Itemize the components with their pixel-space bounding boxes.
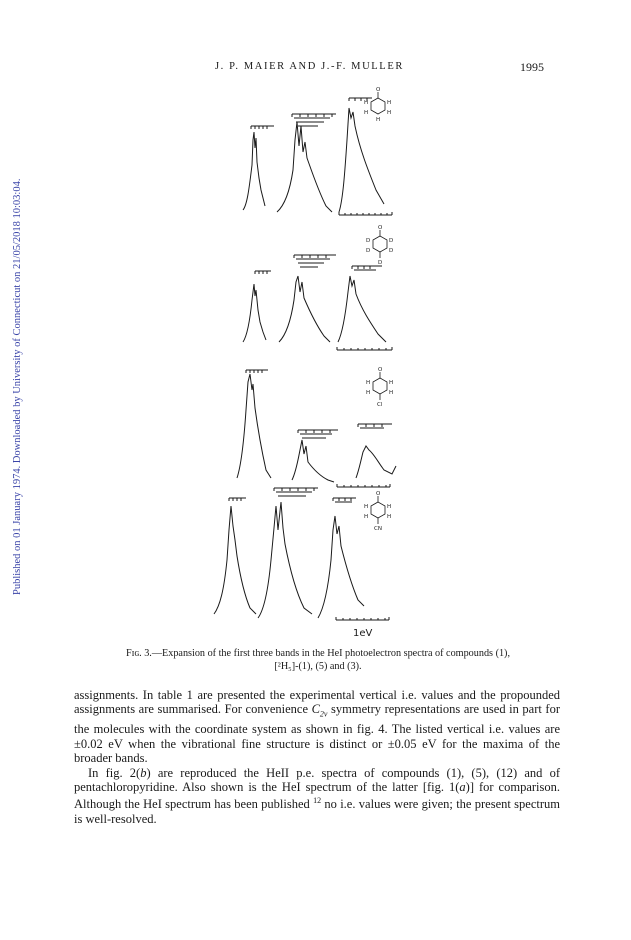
spectrum-4b bbox=[258, 502, 312, 618]
tick-bar-2c bbox=[352, 266, 382, 270]
spectrum-4c bbox=[318, 516, 364, 618]
mol3-cl: Cl bbox=[377, 402, 383, 408]
figure-3 bbox=[200, 80, 440, 645]
scale-bar-4 bbox=[336, 617, 389, 620]
p1-text-a: assignments. In table 1 are presented the experimental vertical i.e. values and the propounded assignments are summarised. For convenience bbox=[74, 688, 560, 717]
tick-bars-2b bbox=[294, 255, 336, 267]
mol4-cn: CN bbox=[374, 526, 382, 532]
spectrum-1a bbox=[243, 132, 265, 210]
row-4-spectra bbox=[214, 488, 392, 620]
scale-bar-2 bbox=[337, 347, 392, 350]
paragraph-assignments bbox=[74, 688, 560, 766]
page-number: 1995 bbox=[520, 60, 544, 74]
mol1-h-lr: H bbox=[387, 110, 392, 116]
spectrum-3c bbox=[356, 446, 396, 478]
mol3-h-lr: H bbox=[389, 390, 394, 396]
tick-bar-3c bbox=[358, 424, 392, 428]
figure-caption bbox=[80, 648, 556, 673]
p1-symmetry-subscript: 2v bbox=[319, 709, 328, 719]
photoelectron-spectra-figure bbox=[200, 80, 440, 645]
mol4-o: O bbox=[376, 491, 381, 497]
mol4-h-lr: H bbox=[387, 514, 392, 520]
tick-bar-4c bbox=[333, 498, 356, 502]
mol1-o: O bbox=[376, 87, 381, 93]
row-3-spectra bbox=[237, 370, 396, 487]
mol2-d-ul: D bbox=[366, 238, 371, 244]
mol2-d-ur: D bbox=[389, 238, 394, 244]
tick-bar-4a bbox=[229, 498, 246, 501]
mol4-h-ul: H bbox=[364, 504, 369, 510]
spectrum-3b bbox=[292, 440, 334, 482]
running-head-authors: J. P. MAIER AND J.-F. MULLER bbox=[215, 61, 404, 72]
caption-line-1: Fɪɢ. 3.—Expansion of the first three bands in the HeI photoelectron spectra of compounds (1), bbox=[125, 648, 510, 659]
p1-symmetry-symbol: C bbox=[311, 702, 320, 717]
row-1-spectra bbox=[243, 98, 392, 215]
row-2-spectra bbox=[243, 255, 392, 350]
mol3-o: O bbox=[378, 367, 383, 373]
mol1-h-ll: H bbox=[364, 110, 369, 116]
publication-note-text: Published on 01 January 1974. Downloaded by University of Connecticut on 21/05/2018 10:03:04. bbox=[12, 178, 23, 595]
p2-text-c: ) are reproduced the HeII p.e. spectra of compounds (1), (5), (12) and of pentachloropyridine. Also shown is the HeI spectrum of the latter [fig. 1( bbox=[74, 765, 560, 794]
p1-text-b: symmetry representations are used in part for the molecules with the coordinate system as shown in fig. 4. The listed vertical i.e. values are ±0.02 eV when the vibrational fine structure is distinct or ±0.05 eV for the maxima of the broader bands. bbox=[74, 702, 560, 766]
mol1-h-ul: H bbox=[364, 100, 369, 106]
p2-text-f: no i.e. values were given; the present spectrum is well-resolved. bbox=[74, 797, 560, 826]
tick-bar-1a bbox=[251, 126, 274, 129]
mol4-h-ur: H bbox=[387, 504, 392, 510]
spectrum-2b bbox=[279, 276, 330, 342]
page-header bbox=[0, 61, 631, 77]
spectrum-2a bbox=[243, 284, 266, 342]
pyridine-n-oxide-structure-2 bbox=[366, 225, 393, 266]
spectrum-4a bbox=[214, 506, 256, 614]
mol1-h-ur: H bbox=[387, 100, 392, 106]
scale-bar-3 bbox=[337, 484, 390, 487]
mol2-o: O bbox=[378, 225, 383, 231]
tick-bar-3a bbox=[246, 370, 268, 373]
mol4-h-ll: H bbox=[364, 514, 369, 520]
energy-scale-label: 1eV bbox=[353, 628, 373, 639]
p2-fig-sub-a: a bbox=[459, 779, 466, 794]
pyridine-n-oxide-structure-4 bbox=[364, 491, 391, 532]
mol2-d-b: D bbox=[378, 260, 383, 266]
pyridine-n-oxide-structure-3 bbox=[366, 367, 393, 408]
tick-bar-1c bbox=[349, 98, 372, 101]
mol3-h-ll: H bbox=[366, 390, 371, 396]
pyridine-n-oxide-structure-1 bbox=[364, 87, 391, 123]
mol3-h-ur: H bbox=[389, 380, 394, 386]
mol2-d-lr: D bbox=[389, 248, 394, 254]
spectrum-2c bbox=[338, 276, 386, 342]
p2-reference: 12 bbox=[313, 796, 322, 806]
mol3-h-ul: H bbox=[366, 380, 371, 386]
tick-bars-1b bbox=[292, 114, 336, 126]
sidebar-publication-note bbox=[0, 0, 24, 600]
spectrum-3a bbox=[237, 374, 271, 478]
spectrum-1b bbox=[277, 122, 332, 212]
tick-bar-2a bbox=[255, 271, 271, 274]
caption-line-2: [²H₅]-(1), (5) and (3). bbox=[274, 660, 362, 672]
tick-bars-3b bbox=[298, 430, 338, 438]
p2-fig-sub-b: b bbox=[140, 765, 147, 780]
mol2-d-ll: D bbox=[366, 248, 371, 254]
spectrum-1c bbox=[339, 108, 384, 212]
paragraph-heii-spectra bbox=[74, 766, 560, 827]
mol1-h-b: H bbox=[376, 117, 381, 123]
p2-text-e: )] for comparison. Although the HeI spectrum has been published bbox=[74, 779, 560, 812]
scale-bar-1 bbox=[339, 212, 392, 215]
p2-text-a: In fig. 2( bbox=[88, 765, 141, 780]
tick-bars-4b bbox=[274, 488, 318, 496]
body-text bbox=[74, 688, 560, 826]
